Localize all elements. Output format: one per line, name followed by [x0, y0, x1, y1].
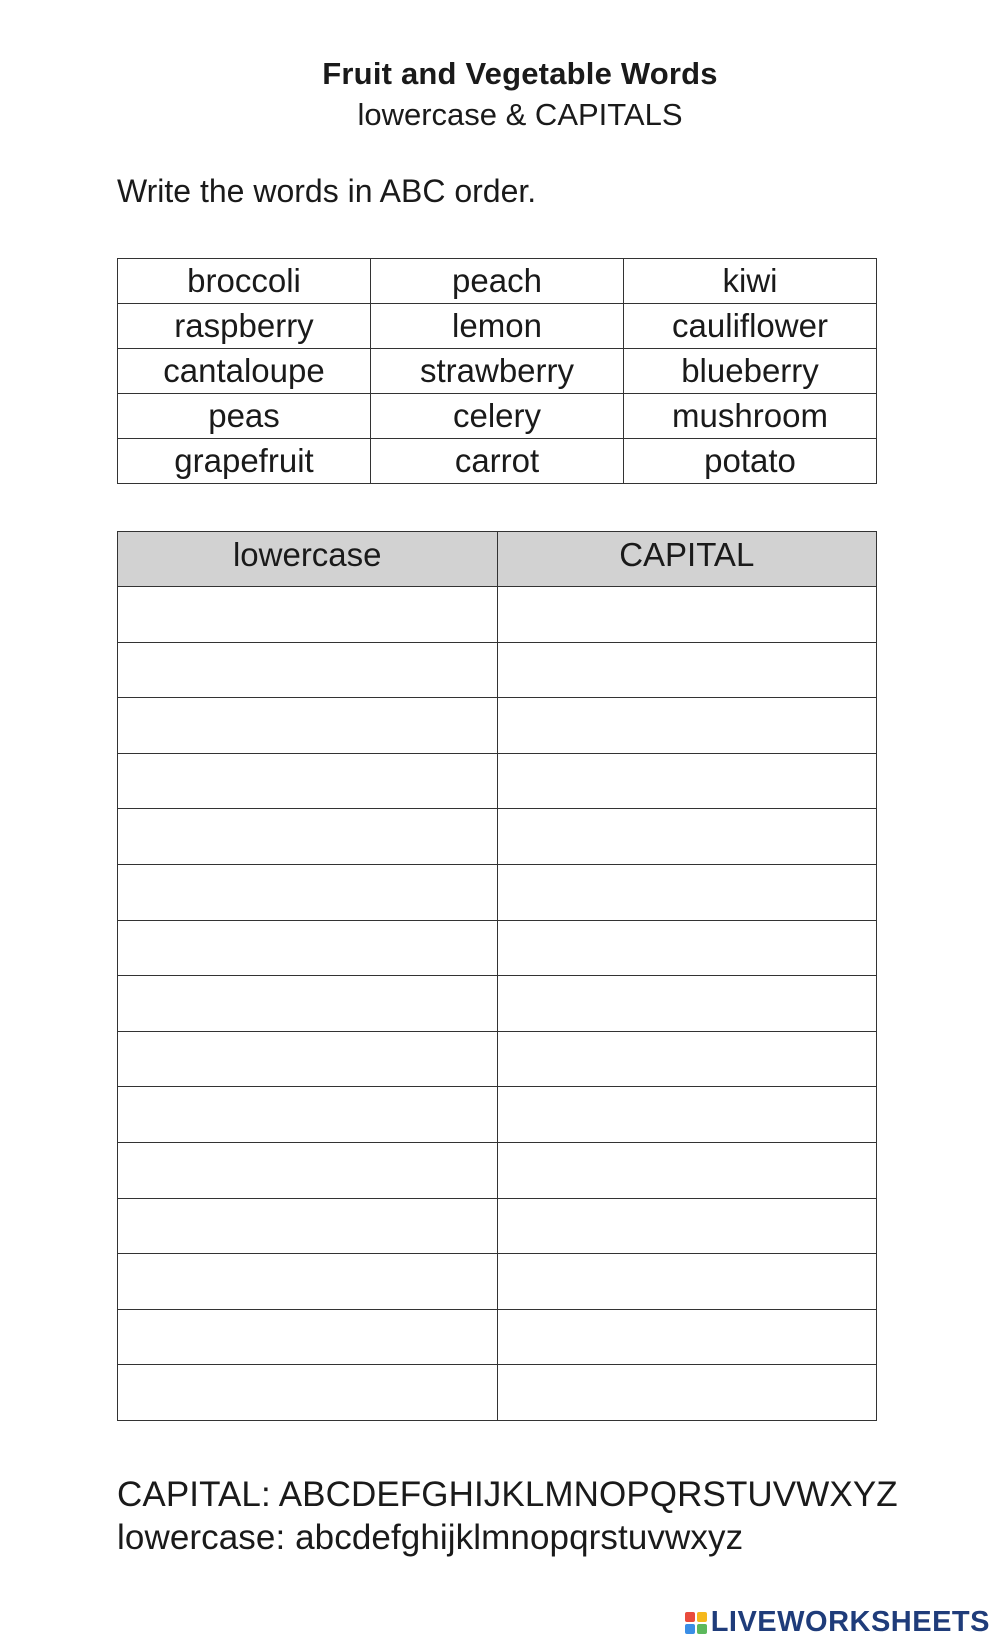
lowercase-answer-cell[interactable]	[118, 976, 498, 1032]
capital-answer-cell[interactable]	[497, 809, 877, 865]
word-cell: broccoli	[118, 259, 371, 304]
answer-row	[118, 1087, 877, 1143]
word-bank-row	[118, 394, 877, 439]
word-cell: peas	[118, 394, 371, 439]
lowercase-answer-cell[interactable]	[118, 1198, 498, 1254]
capital-answer-cell[interactable]	[497, 1198, 877, 1254]
answer-row	[118, 1142, 877, 1198]
answer-row	[118, 1309, 877, 1365]
worksheet-subtitle: lowercase & CAPITALS	[357, 97, 683, 132]
capital-answer-cell[interactable]	[497, 976, 877, 1032]
word-bank-row	[118, 349, 877, 394]
word-cell: cantaloupe	[118, 349, 371, 394]
word-bank-table	[117, 258, 877, 484]
answer-row	[118, 587, 877, 643]
liveworksheets-logo[interactable]	[685, 1606, 990, 1639]
capital-answer-cell[interactable]	[497, 587, 877, 643]
answer-row	[118, 920, 877, 976]
capital-answer-cell[interactable]	[497, 1087, 877, 1143]
capital-answer-cell[interactable]	[497, 864, 877, 920]
capital-answer-cell[interactable]	[497, 753, 877, 809]
answer-row	[118, 1031, 877, 1087]
word-cell: potato	[624, 439, 877, 484]
lowercase-answer-cell[interactable]	[118, 1309, 498, 1365]
answer-row	[118, 753, 877, 809]
word-cell: blueberry	[624, 349, 877, 394]
capital-column-header: CAPITAL	[497, 532, 877, 587]
lowercase-answer-cell[interactable]	[118, 1142, 498, 1198]
instruction-text: Write the words in ABC order.	[117, 173, 537, 209]
capital-answer-cell[interactable]	[497, 920, 877, 976]
answer-row	[118, 1254, 877, 1310]
capital-answer-cell[interactable]	[497, 1254, 877, 1310]
liveworksheets-logo-icon	[685, 1612, 707, 1634]
answer-row	[118, 976, 877, 1032]
lowercase-answer-cell[interactable]	[118, 1365, 498, 1421]
lowercase-column-header: lowercase	[118, 532, 498, 587]
capital-alphabet: CAPITAL: ABCDEFGHIJKLMNOPQRSTUVWXYZ	[117, 1475, 898, 1514]
answer-row	[118, 809, 877, 865]
lowercase-answer-cell[interactable]	[118, 1254, 498, 1310]
word-cell: carrot	[371, 439, 624, 484]
lowercase-answer-cell[interactable]	[118, 809, 498, 865]
capital-answer-cell[interactable]	[497, 1365, 877, 1421]
answer-row	[118, 1365, 877, 1421]
answer-row	[118, 1198, 877, 1254]
lowercase-alphabet: lowercase: abcdefghijklmnopqrstuvwxyz	[117, 1518, 744, 1557]
answer-row	[118, 864, 877, 920]
lowercase-answer-cell[interactable]	[118, 920, 498, 976]
answer-table	[117, 531, 877, 1421]
word-cell: lemon	[371, 304, 624, 349]
word-cell: raspberry	[118, 304, 371, 349]
word-cell: kiwi	[624, 259, 877, 304]
capital-answer-cell[interactable]	[497, 1142, 877, 1198]
lowercase-answer-cell[interactable]	[118, 587, 498, 643]
word-bank-row	[118, 439, 877, 484]
answer-row	[118, 698, 877, 754]
word-cell: peach	[371, 259, 624, 304]
capital-answer-cell[interactable]	[497, 642, 877, 698]
word-bank-row	[118, 304, 877, 349]
lowercase-answer-cell[interactable]	[118, 1031, 498, 1087]
capital-answer-cell[interactable]	[497, 1031, 877, 1087]
word-cell: mushroom	[624, 394, 877, 439]
capital-answer-cell[interactable]	[497, 1309, 877, 1365]
answer-row	[118, 642, 877, 698]
lowercase-answer-cell[interactable]	[118, 642, 498, 698]
capital-answer-cell[interactable]	[497, 698, 877, 754]
word-bank-row	[118, 259, 877, 304]
lowercase-answer-cell[interactable]	[118, 1087, 498, 1143]
logo-text: LIVEWORKSHEETS	[710, 1606, 990, 1638]
lowercase-answer-cell[interactable]	[118, 753, 498, 809]
word-cell: cauliflower	[624, 304, 877, 349]
word-cell: strawberry	[371, 349, 624, 394]
word-cell: grapefruit	[118, 439, 371, 484]
lowercase-answer-cell[interactable]	[118, 698, 498, 754]
word-cell: celery	[371, 394, 624, 439]
answer-header-row	[118, 532, 877, 587]
lowercase-answer-cell[interactable]	[118, 864, 498, 920]
worksheet-title: Fruit and Vegetable Words	[322, 56, 718, 91]
